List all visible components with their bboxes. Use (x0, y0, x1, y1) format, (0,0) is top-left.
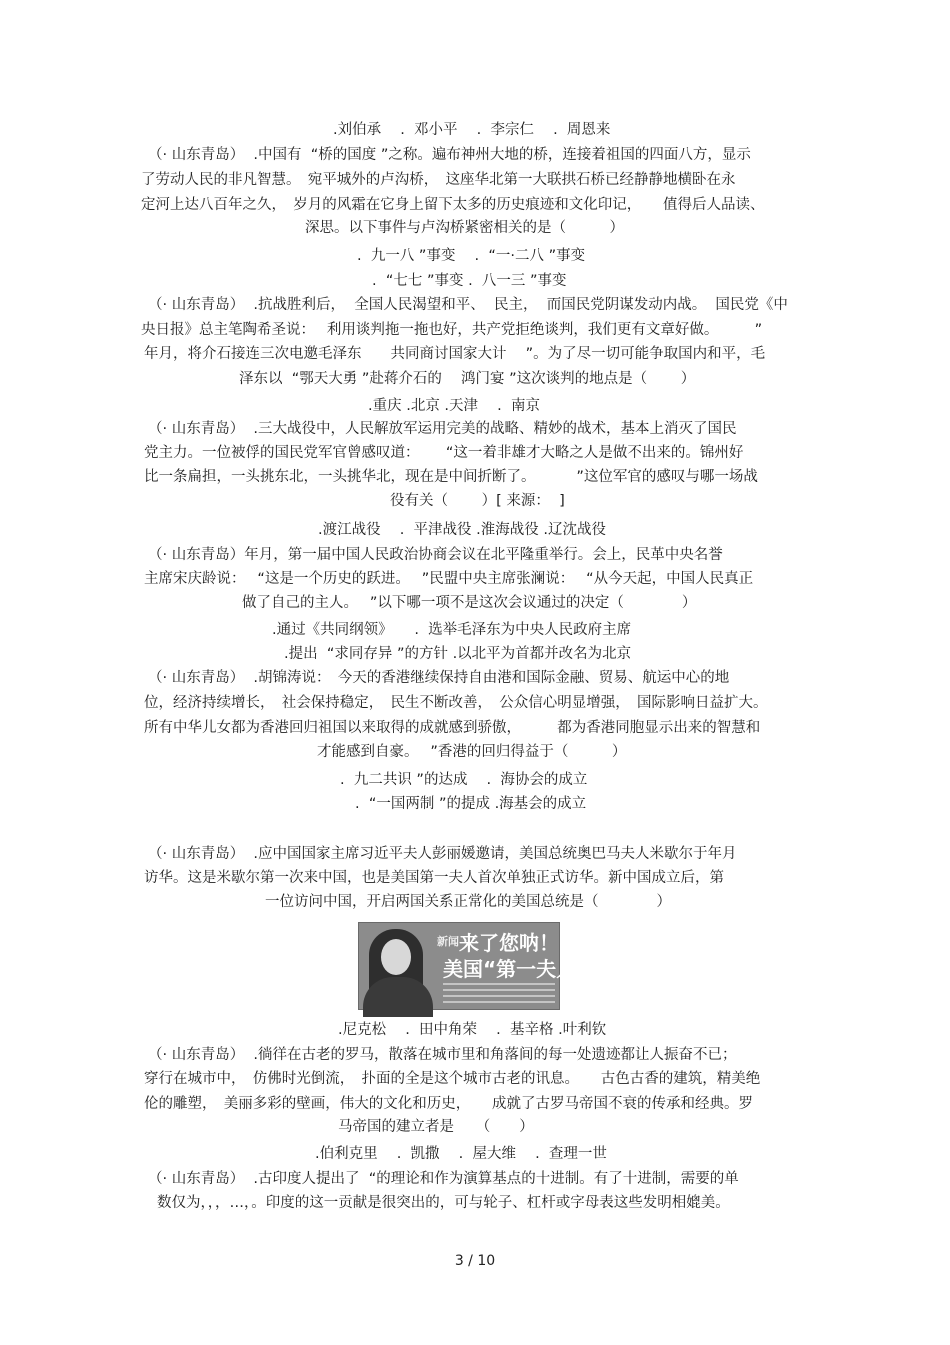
text-line: 党主力。一位被俘的国民党军官曾感叹道： “这一着非雄才大略之人是做不出来的。锦州好 (144, 445, 744, 461)
text-line: 深思。以下事件与卢沟桥紧密相关的是（ ） (305, 220, 624, 236)
text-line: （· 山东青岛） .古印度人提出了 “的理论和作为演算基点的十进制。有了十进制，需要的单 (148, 1171, 739, 1187)
text-line: 数仅为，，，…，。印度的这一贡献是很突出的，可与轮子、杠杆或字母表这些发明相媲美。 (157, 1195, 730, 1211)
image-caption-lines (443, 983, 555, 1005)
text-line: .伯利克里 . 凯撒 . 屋大维 . 查理一世 (315, 1146, 607, 1162)
text-line: 做了自己的主人。 ”以下哪一项不是这次会议通过的决定（ ） (242, 595, 697, 611)
text-line: （· 山东青岛） .中国有 “桥的国度 ”之称。遍布神州大地的桥，连接着祖国的四面八方，显示 (148, 147, 751, 163)
text-line: 了劳动人民的非凡智慧。 宛平城外的卢沟桥， 这座华北第一大联拱石桥已经静静地横卧在永 (141, 172, 736, 188)
text-line: . “一国两制 ”的提成 .海基会的成立 (355, 796, 587, 812)
text-line: （· 山东青岛）年月，第一届中国人民政治协商会议在北平隆重举行。会上，民革中央名誉 (148, 547, 723, 563)
text-line: 比一条扁担，一头挑东北，一头挑华北，现在是中间折断了。 ”这位军官的感叹与哪一场战 (144, 469, 758, 485)
text-line: .提出 “求同存异 ”的方针 .以北平为首都并改名为北京 (284, 646, 632, 662)
text-line: 伦的雕塑， 美丽多彩的壁画，伟大的文化和历史， 成就了古罗马帝国不衰的传承和经典。罗 (144, 1096, 753, 1112)
text-line: .通过《共同纲领》 . 选举毛泽东为中央人民政府主席 (272, 622, 632, 638)
text-line: .渡江战役 . 平津战役 .淮海战役 .辽沈战役 (318, 522, 606, 538)
text-line: 才能感到自豪。 ”香港的回归得益于（ ） (317, 744, 627, 760)
page-number: 3 / 10 (454, 1253, 496, 1269)
text-line: （· 山东青岛） .三大战役中，人民解放军运用完美的战略、精妙的战术，基本上消灭了国民 (148, 421, 737, 437)
text-line: . 九一八 ”事变 . “一·二八 ”事变 (357, 248, 586, 264)
text-line: 年月，将介石接连三次电邀毛泽东 共同商讨国家大计 ”。为了尽一切可能争取国内和平，毛 (144, 346, 766, 362)
text-line: 泽东以 “鄂天大勇 ”赴蒋介石的 鸿门宴 ”这次谈判的地点是（ ） (239, 371, 696, 387)
text-line: .尼克松 . 田中角荣 . 基辛格 .叶利钦 (338, 1022, 607, 1038)
image-headline-1: 来了您呐！ (459, 931, 559, 955)
text-line: 一位访问中国，开启两国关系正常化的美国总统是（ ） (265, 894, 671, 910)
text-line: 马帝国的建立者是 （ ） (338, 1119, 534, 1135)
text-line: .刘伯承 . 邓小平 . 李宗仁 . 周恩来 (333, 122, 611, 138)
text-line: （· 山东青岛） .胡锦涛说： 今天的香港继续保持自由港和国际金融、贸易、航运中心的地 (148, 670, 730, 686)
news-tag: 新闻 (437, 935, 459, 948)
text-line: （· 山东青岛） .抗战胜利后， 全国人民渴望和平、 民主， 而国民党阴谋发动内战。 国民党《中 (148, 297, 788, 313)
text-line: 访华。这是米歇尔第一次来中国，也是美国第一夫人首次单独正式访华。新中国成立后，第 (144, 870, 724, 886)
image-headline-2: 美国“第一夫人” (443, 957, 590, 981)
text-line: 役有关（ ）[ 来源： ] (390, 493, 565, 509)
woman-face-shape (381, 939, 411, 975)
text-line: 所有中华儿女都为香港回归祖国以来取得的成就感到骄傲， 都为香港同胞显示出来的智慧和 (144, 720, 761, 736)
text-line: 定河上达八百年之久， 岁月的风霜在它身上留下太多的历史痕迹和文化印记， 值得后人品读、 (141, 197, 765, 213)
text-line: 穿行在城市中， 仿佛时光倒流， 扑面的全是这个城市古老的讯息。 古色古香的建筑，精美绝 (144, 1071, 761, 1087)
text-line: （· 山东青岛） .徜徉在古老的罗马，散落在城市里和角落间的每一处遗迹都让人振奋不已； (148, 1047, 737, 1063)
text-line: （· 山东青岛） .应中国国家主席习近平夫人彭丽媛邀请，美国总统奥巴马夫人米歇尔于年月 (148, 846, 737, 862)
text-line: . 九二共识 ”的达成 . 海协会的成立 (340, 772, 588, 788)
text-line: 央日报》总主笔陶希圣说： 利用谈判拖一拖也好，共产党拒绝谈判，我们更有文章好做。 ” (141, 322, 763, 338)
first-lady-news-image (358, 922, 590, 1010)
text-line: . “七七 ”事变 . 八一三 ”事变 (372, 273, 567, 289)
text-line: 位，经济持续增长， 社会保持稳定， 民生不断改善， 公众信心明显增强， 国际影响日益扩大。 (144, 695, 768, 711)
text-line: .重庆 .北京 .天津 . 南京 (368, 398, 540, 414)
text-line: 主席宋庆龄说： “这是一个历史的跃进。 ”民盟中央主席张澜说： “从今天起，中国人民真正 (144, 571, 754, 587)
